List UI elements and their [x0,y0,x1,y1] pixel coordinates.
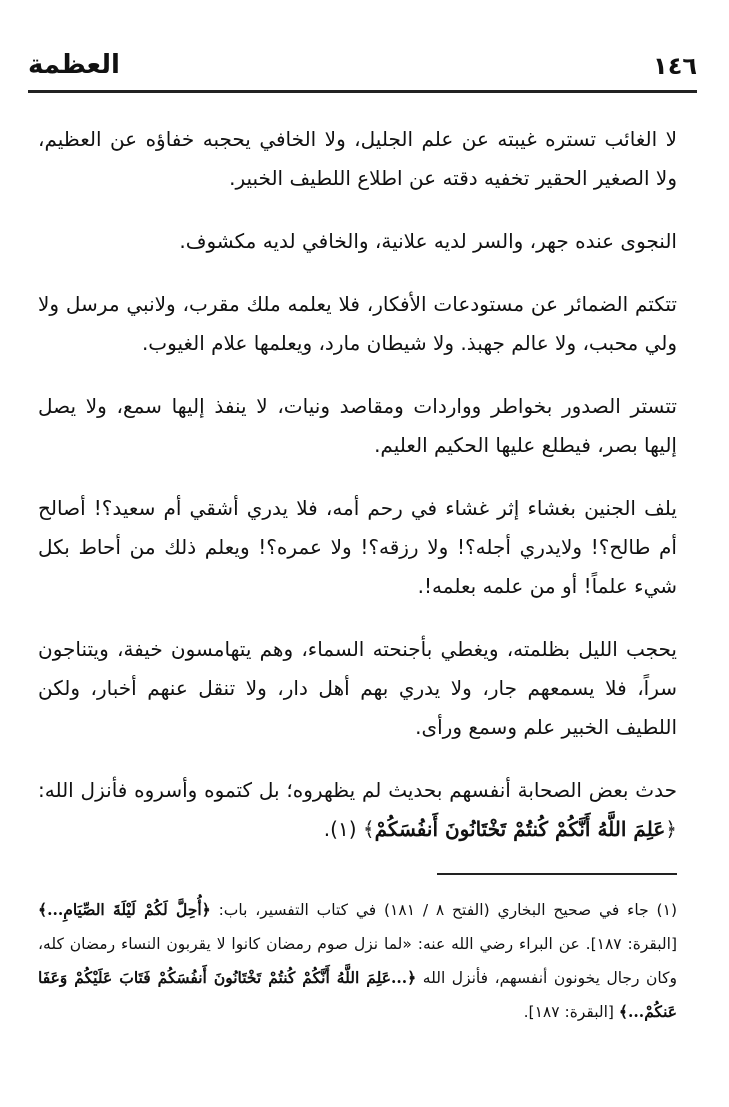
paragraph-with-verse [38,771,677,849]
page-header [28,50,697,86]
paragraph: يلف الجنين بغشاء إثر غشاء في رحم أمه، فلا يدري أشقي أم سعيد؟! أصالح أم طالح؟! ولايدري أجله؟! ولا رزقه؟! ولا عمره؟! ويعلم ذلك من أحاط بكل شيء علماً! أو من علمه بعلمه!. [38,496,677,598]
paragraph-text: حدث بعض الصحابة أنفسهم بحديث لم يظهروه؛ بل كتموه وأسروه فأنزل الله: [38,778,677,802]
page-body [38,120,677,873]
verse-close-bracket: ﴾ [362,817,375,841]
paragraph: النجوى عنده جهر، والسر لديه علانية، والخافي لديه مكشوف. [179,229,677,253]
footnotes [38,893,677,1029]
book-title: العظمة [28,50,120,80]
verse-open-bracket: ﴿ [665,817,677,841]
footnote [38,893,677,1029]
footnote-text: جاء في صحيح البخاري (الفتح ٨ / ١٨١) في كتاب التفسير، باب: [218,901,649,919]
footnote-text: [البقرة: ١٨٧]. عن البراء رضي الله عنه: «لما نزل صوم رمضان كانوا لا يقربون النساء رمضان كله، وكان رجال يخونون أنفسهم، فأنزل الله [38,935,678,987]
footnote-reference[interactable]: (١) [330,817,357,841]
paragraph: تتستر الصدور بخواطر وواردات ومقاصد ونيات، لا ينفذ إليها سمع، ولا يصل إليها بصر، فيطلع عليها الحكيم العليم. [38,394,677,457]
page-number: ١٤٦ [653,52,697,80]
paragraph: تتكتم الضمائر عن مستودعات الأفكار، فلا يعلمه ملك مقرب، ولانبي مرسل ولا ولي محبب، ولا عالم جهبذ. ولا شيطان مارد، ويعلمها علام الغيوب. [38,292,677,355]
quran-verse: عَلِمَ اللَّهُ أَنَّكُمْ كُنتُمْ تَخْتَانُونَ أَنفُسَكُمْ [374,817,666,841]
footnote-marker: (١) [656,901,677,919]
paragraph: يحجب الليل بظلمته، ويغطي بأجنحته السماء، وهم يتهامسون خيفة، ويتناجون سراً، فلا يسمعهم جار، ولا يدري بهم أهل دار، ولا تنقل عنهم أخبار، ولكن اللطيف الخبير علم وسمع ورأى. [38,637,677,739]
paragraph: لا الغائب تستره غيبته عن علم الجليل، ولا الخافي يحجبه خفاؤه عن العظيم، ولا الصغير الحقير تخفيه دقته عن اطلاع اللطيف الخبير. [38,127,677,190]
footnote-text: [البقرة: ١٨٧]. [523,1003,614,1021]
footnote-divider [437,873,677,875]
header-divider [28,90,697,93]
sentence-end: . [323,817,331,841]
footnote-verse: ﴿...عَلِمَ اللَّهُ أَنَّكُمْ كُنتُمْ تَخْتَانُونَ أَنفُسَكُمْ فَتَابَ عَلَيْكُمْ وَعَفَا عَنكُمْ...﴾ [38,968,677,1021]
footnote-verse: ﴿أُحِلَّ لَكُمْ لَيْلَةَ الصِّيَامِ...﴾ [38,900,211,919]
